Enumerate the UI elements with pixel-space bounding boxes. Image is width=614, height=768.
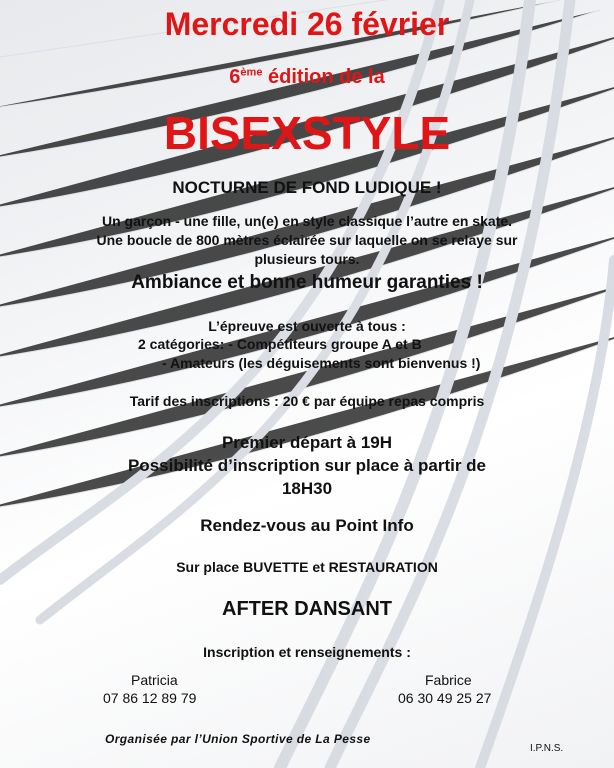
edition-line: [0, 66, 614, 89]
event-title: BISEXSTYLE: [163, 107, 451, 159]
edition-text: édition de la: [262, 66, 385, 88]
ambiance-text: Ambiance et bonne humeur garanties !: [131, 272, 483, 293]
event-date: Mercredi 26 février: [164, 6, 450, 42]
contact-phone-fabrice: 06 30 49 25 27: [398, 690, 492, 706]
schedule-line-3: 18H30: [281, 479, 333, 498]
tarif-text: Tarif des inscriptions : 20 € par équipe repas compris: [129, 393, 485, 409]
contact-phone-patricia: 07 86 12 89 79: [103, 690, 197, 706]
categories-line-1: 2 catégories: - Compétiteurs groupe A et B: [138, 336, 422, 352]
categories-line-2: - Amateurs (les déguisements sont bienvenus !): [162, 355, 481, 371]
event-subtitle: NOCTURNE DE FOND LUDIQUE !: [172, 178, 442, 197]
edition-number: 6: [229, 66, 241, 88]
schedule-line-1: Premier départ à 19H: [221, 433, 393, 452]
organizer-text: Organisée par l’Union Sportive de La Pesse: [105, 732, 371, 746]
description-line-1: Un garçon - une fille, un(e) en style classique l’autre en skate.: [101, 213, 512, 229]
meeting-point: Rendez-vous au Point Info: [200, 516, 414, 535]
contact-name-fabrice: Fabrice: [425, 672, 472, 688]
categories-intro: L’épreuve est ouverte à tous :: [208, 318, 406, 334]
inscription-label: Inscription et renseignements :: [203, 644, 411, 660]
edition-suffix: ème: [240, 66, 263, 79]
after-party: AFTER DANSANT: [222, 598, 392, 620]
contact-name-patricia: Patricia: [131, 672, 178, 688]
description-line-2: Une boucle de 800 mètres éclairée sur laquelle on se relaye sur: [96, 232, 518, 248]
buvette-text: Sur place BUVETTE et RESTAURATION: [176, 559, 438, 575]
ipns-label: I.P.N.S.: [530, 743, 564, 754]
schedule-line-2: Possibilité d’inscription sur place à partir de: [127, 456, 487, 475]
description-line-3: plusieurs tours.: [254, 251, 360, 267]
